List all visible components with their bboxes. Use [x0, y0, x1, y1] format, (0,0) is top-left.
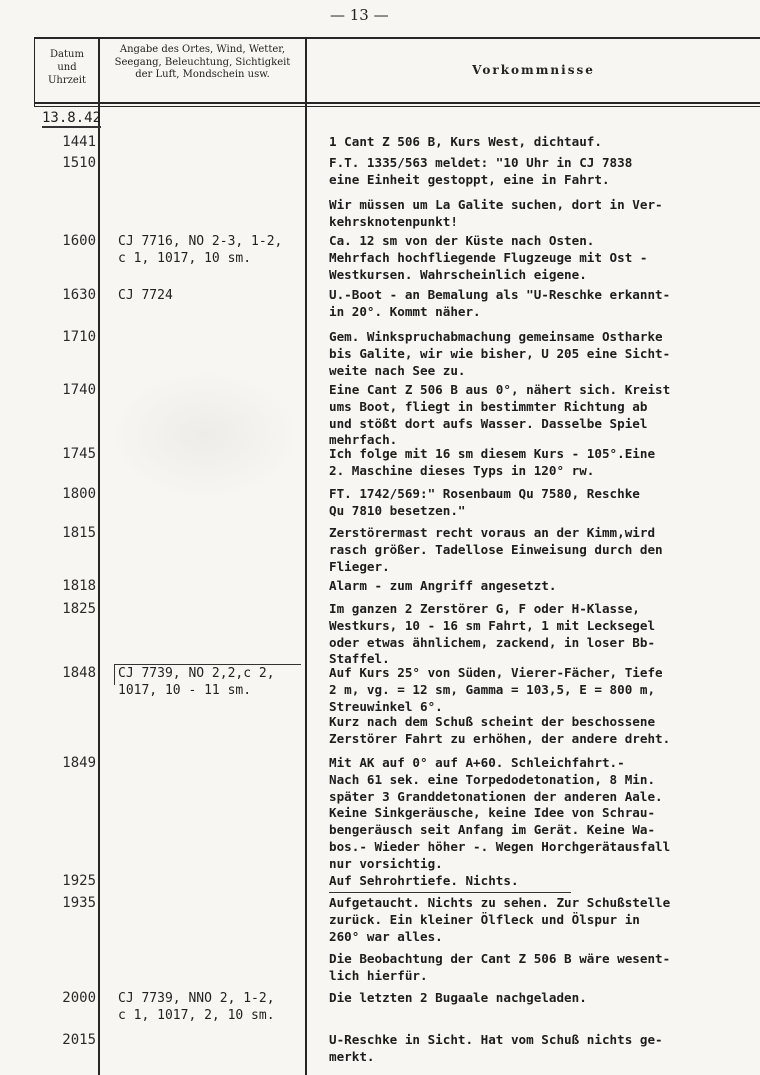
- entry-text-line: 2. Maschine dieses Typs in 120° rw.: [329, 462, 595, 478]
- entry-text-line: Nach 61 sek. eine Torpedodetonation, 8 Min.: [329, 771, 656, 787]
- entry-text: [329, 287, 757, 321]
- entry-text: [329, 197, 757, 231]
- left-border: [34, 37, 35, 107]
- entry-text-line: Staffel.: [329, 651, 390, 667]
- entry-text-line: weite nach See zu.: [329, 362, 466, 378]
- entry-text-line: bengeräusch seit Anfang im Gerät. Keine Wa-: [329, 822, 656, 838]
- entry-time: 1745: [62, 446, 96, 462]
- header-datum-line: und: [57, 62, 77, 73]
- entry-text-line: F.T. 1335/563 meldet: "10 Uhr in CJ 7838: [329, 155, 633, 170]
- entry-text-line: nur vorsichtig.: [329, 855, 443, 871]
- entry-text-line: Die Beobachtung der Cant Z 506 B wäre wesent-: [329, 951, 671, 966]
- entry-text: [329, 990, 757, 1007]
- entry-text-line: lich hierfür.: [329, 967, 428, 983]
- entry-text-line: Streuwinkel 6°.: [329, 698, 443, 714]
- entry-location: CJ 7716, NO 2-3, 1-2, c 1, 1017, 10 sm.: [118, 234, 283, 266]
- entry-location: CJ 7739, NNO 2, 1-2, c 1, 1017, 2, 10 sm.: [118, 991, 275, 1023]
- entry-text-line: merkt.: [329, 1048, 375, 1064]
- entry-text-line: Flieger.: [329, 558, 390, 574]
- handwritten-underline-mark: [329, 890, 571, 893]
- entry-text-line: später 3 Granddetonationen der anderen Aale.: [329, 788, 663, 804]
- entry-text-line: bos.- Wieder höher -. Wegen Horchgerätausfall: [329, 838, 671, 854]
- entry-time: 1510: [62, 155, 96, 171]
- entry-text-line: 2 m, vg. = 12 sm, Gamma = 103,5, E = 800 m,: [329, 681, 656, 697]
- entry-text-line: eine Einheit gestoppt, eine in Fahrt.: [329, 171, 610, 187]
- entry-text-line: Gem. Winkspruchabmachung gemeinsame Ostharke: [329, 329, 663, 344]
- entry-time: 1600: [62, 233, 96, 249]
- entry-text: [329, 665, 757, 715]
- entry-text: [329, 134, 757, 151]
- entry-time: 1441: [62, 134, 96, 150]
- entry-text-line: Ich folge mit 16 sm diesem Kurs - 105°.Eine: [329, 446, 656, 461]
- entry-text-line: Eine Cant Z 506 B aus 0°, nähert sich. Kreist: [329, 382, 671, 397]
- entry-time: 2015: [62, 1032, 96, 1048]
- entry-text-line: bis Galite, wir wie bisher, U 205 eine Sicht-: [329, 345, 671, 361]
- entry-text-line: 1 Cant Z 506 B, Kurs West, dichtauf.: [329, 134, 602, 149]
- entry-text-line: U-Reschke in Sicht. Hat vom Schuß nichts ge-: [329, 1032, 663, 1047]
- entry-text: [329, 233, 757, 283]
- column-divider-1: [98, 37, 100, 1075]
- entry-text-line: Mehrfach hochfliegende Flugzeuge mit Ost -: [329, 249, 648, 265]
- entry-text-line: 260° war alles.: [329, 928, 443, 944]
- entry-text: [329, 486, 757, 520]
- entry-text-line: Zerstörermast recht voraus an der Kimm,wird: [329, 525, 656, 540]
- entry-text-line: U.-Boot - an Bemalung als "U-Reschke erkannt-: [329, 287, 671, 302]
- entry-text: [329, 601, 757, 668]
- entry-text: [329, 155, 757, 189]
- entry-text-line: Alarm - zum Angriff angesetzt.: [329, 578, 557, 593]
- entry-location: CJ 7724: [118, 288, 173, 303]
- entry-text-line: Zerstörer Fahrt zu erhöhen, der andere dreht.: [329, 730, 671, 746]
- entry-text-line: und stößt dort aufs Wasser. Dasselbe Spiel: [329, 415, 648, 431]
- entry-text: [329, 329, 757, 379]
- entry-time: 1630: [62, 287, 96, 303]
- entry-time: 2000: [62, 990, 96, 1006]
- scan-smudge: [110, 370, 300, 500]
- top-rule: [34, 37, 760, 39]
- entry-text-line: zurück. Ein kleiner Ölfleck und Ölspur in: [329, 911, 640, 927]
- entry-text-line: Mit AK auf 0° auf A+60. Schleichfahrt.-: [329, 755, 625, 770]
- entry-text: [329, 873, 757, 890]
- header-ort-line: der Luft, Mondschein usw.: [135, 69, 270, 80]
- handwritten-bracket-mark: [114, 664, 301, 685]
- header-rule-double: [34, 106, 760, 107]
- entry-text-line: mehrfach.: [329, 432, 398, 448]
- entry-text-line: Ca. 12 sm von der Küste nach Osten.: [329, 233, 595, 248]
- header-datum: [36, 48, 98, 87]
- entry-time: 1818: [62, 578, 96, 594]
- entry-time: 1849: [62, 755, 96, 771]
- entry-text-line: Kurz nach dem Schuß scheint der beschossene: [329, 714, 656, 729]
- entry-text: [329, 578, 757, 595]
- header-datum-line: Datum: [50, 49, 84, 60]
- entry-time: 1925: [62, 873, 96, 889]
- header-ort-line: Seegang, Beleuchtung, Sichtigkeit: [114, 56, 291, 68]
- header-datum-line: Uhrzeit: [47, 75, 87, 86]
- entry-time: 1848: [62, 665, 96, 681]
- entry-text: [329, 951, 757, 985]
- entry-text-line: Die letzten 2 Bugaale nachgeladen.: [329, 990, 587, 1005]
- entry-text-line: Wir müssen um La Galite suchen, dort in Ver-: [329, 197, 663, 212]
- entry-time: 1800: [62, 486, 96, 502]
- entry-time: 1710: [62, 329, 96, 345]
- entry-text: [329, 382, 757, 449]
- entry-text: [329, 1032, 757, 1066]
- entry-text: [329, 525, 757, 575]
- entry-date: 13.8.42: [42, 110, 102, 126]
- entry-text-line: Auf Sehrohrtiefe. Nichts.: [329, 873, 519, 888]
- entry-time: 1935: [62, 895, 96, 911]
- entry-time: 1825: [62, 601, 96, 617]
- header-vorkommnisse: Vorkommnisse: [472, 63, 595, 77]
- entry-text: [329, 895, 757, 945]
- entry-text-line: in 20°. Kommt näher.: [329, 303, 481, 319]
- entry-text-line: rasch größer. Tadellose Einweisung durch den: [329, 541, 663, 557]
- entry-time: 1815: [62, 525, 96, 541]
- entry-text-line: Westkurs, 10 - 16 sm Fahrt, 1 mit Lecksegel: [329, 617, 656, 633]
- entry-text-line: FT. 1742/569:" Rosenbaum Qu 7580, Reschke: [329, 486, 640, 501]
- header-ort-line: Angabe des Ortes, Wind, Wetter,: [119, 44, 286, 55]
- entry-text-line: oder etwas ähnlichem, zackend, in loser Bb-: [329, 634, 656, 650]
- entry-text-line: Keine Sinkgeräusche, keine Idee von Schrau-: [329, 805, 656, 821]
- entry-location: CJ 7739, NO 2,2,c 2, 1017, 10 - 11 sm.: [118, 666, 275, 698]
- entry-time: 1740: [62, 382, 96, 398]
- entry-text-line: Auf Kurs 25° von Süden, Vierer-Fächer, Tiefe: [329, 665, 663, 680]
- entry-text-line: Im ganzen 2 Zerstörer G, F oder H-Klasse,: [329, 601, 640, 616]
- entry-text-line: Westkursen. Wahrscheinlich eigene.: [329, 266, 587, 282]
- entry-text-line: ums Boot, fliegt in bestimmter Richtung ab: [329, 398, 648, 414]
- page-number: — 13 —: [330, 6, 389, 24]
- header-ort: [101, 44, 304, 82]
- entry-text: [329, 446, 757, 480]
- entry-text-line: Qu 7810 besetzen.": [329, 502, 466, 518]
- column-divider-2: [305, 37, 307, 1075]
- entry-text-line: Aufgetaucht. Nichts zu sehen. Zur Schußstelle: [329, 895, 671, 910]
- header-rule: [34, 102, 760, 104]
- entry-text: [329, 714, 757, 748]
- entry-text-line: kehrsknotenpunkt!: [329, 213, 458, 229]
- entry-text: [329, 755, 757, 873]
